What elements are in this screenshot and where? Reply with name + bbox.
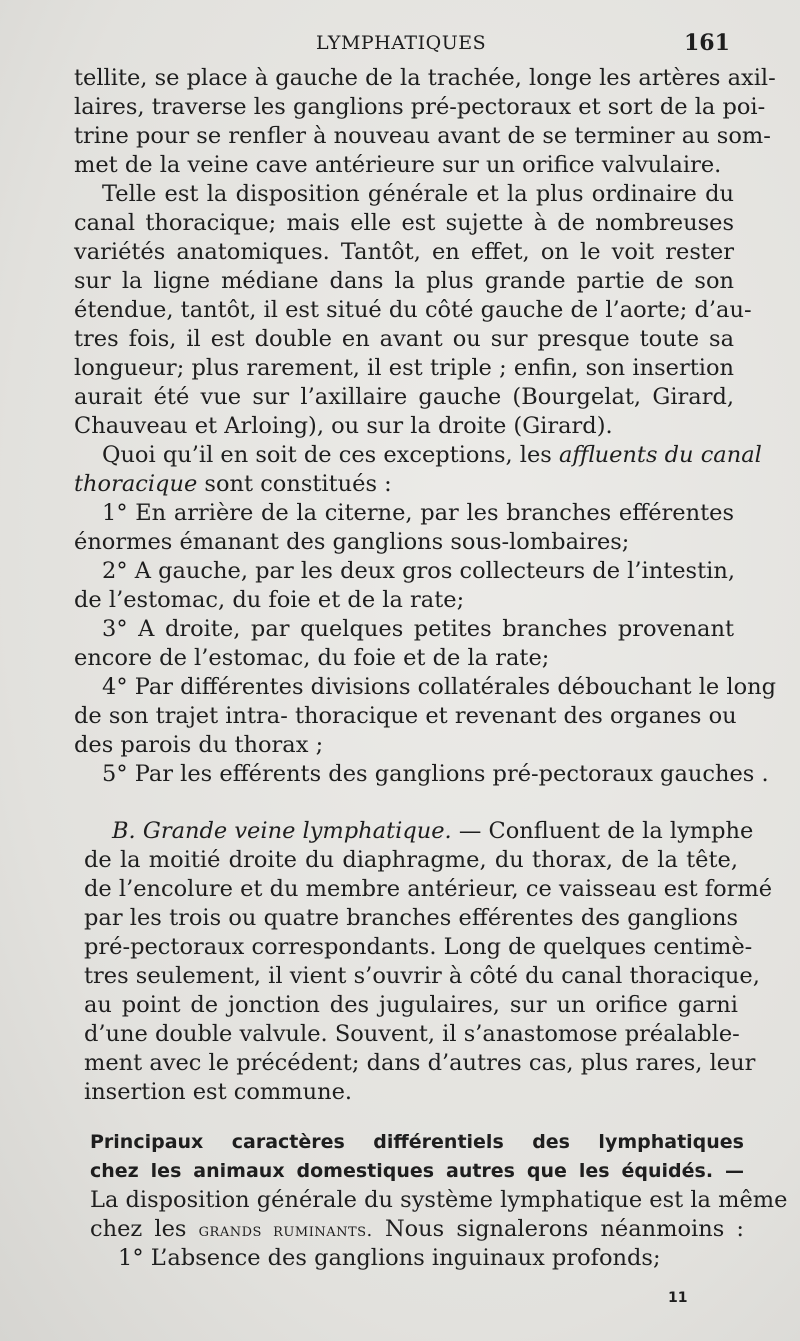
main-text xyxy=(74,64,777,789)
section-c xyxy=(90,1128,788,1273)
list-item: 5° Par les efférents des ganglions pré-pectoraux gauches . xyxy=(102,761,769,787)
section-heading-text: chez les animaux domestiques autres que les équidés. xyxy=(90,1160,714,1182)
list-item: 2° A gauche, par les deux gros collecteurs de l’intestin, xyxy=(102,558,735,584)
list-item: 1° L’absence des ganglions inguinaux profonds; xyxy=(118,1245,661,1271)
text-line: ment avec le précédent; dans d’autres cas, plus rares, leur xyxy=(84,1050,756,1076)
text-run: Quoi qu’il en soit de ces exceptions, les xyxy=(102,442,552,468)
italic-term: affluents du canal xyxy=(559,442,762,468)
page-header xyxy=(0,28,800,58)
text-line: pré-pectoraux correspondants. Long de quelques centimè- xyxy=(84,934,753,960)
section-b-title: Grande veine lymphatique. xyxy=(142,818,452,844)
text-line: Telle est la disposition générale et la plus ordinaire du xyxy=(102,181,734,207)
text-line: La disposition générale du système lymphatique est la même xyxy=(90,1187,788,1213)
running-title: LYMPHATIQUES xyxy=(316,32,487,54)
text-line: de son trajet intra- thoracique et revenant des organes ou xyxy=(74,703,737,729)
page-number: 161 xyxy=(684,30,730,56)
italic-term: thoracique xyxy=(74,471,198,497)
section-heading: Principaux caractères différentiels des lymphatiques xyxy=(90,1131,744,1153)
text-line: Chauveau et Arloing), ou sur la droite (Girard). xyxy=(74,413,613,439)
section-heading-dash: — xyxy=(725,1160,744,1182)
list-item: 4° Par différentes divisions collatérales débouchant le long xyxy=(102,674,777,700)
text-line: d’une double valvule. Souvent, il s’anastomose préalable- xyxy=(84,1021,740,1047)
small-caps-term: grands ruminants. xyxy=(198,1220,373,1241)
text-line: insertion est commune. xyxy=(84,1079,353,1105)
text-line: de l’encolure et du membre antérieur, ce vaisseau est formé xyxy=(84,876,773,902)
section-b-first-line xyxy=(84,817,754,846)
text-line: tellite, se place à gauche de la trachée, longe les artères axil- xyxy=(74,65,776,91)
text-line: des parois du thorax ; xyxy=(74,732,324,758)
text-line: variétés anatomiques. Tantôt, en effet, on le voit rester xyxy=(74,239,734,265)
list-item: 3° A droite, par quelques petites branches provenant xyxy=(102,616,734,642)
text-line: canal thoracique; mais elle est sujette à de nombreuses xyxy=(74,210,734,236)
text-line: énormes émanant des ganglions sous-lombaires; xyxy=(74,529,630,555)
text-line xyxy=(90,1215,744,1244)
text-line: trine pour se renfler à nouveau avant de se terminer au som- xyxy=(74,123,771,149)
text-line: de l’estomac, du foie et de la rate; xyxy=(74,587,465,613)
text-run: Nous signalerons néanmoins : xyxy=(384,1216,745,1242)
list-item: 1° En arrière de la citerne, par les branches efférentes xyxy=(102,500,734,526)
section-b xyxy=(84,817,773,1107)
text-line: tres fois, il est double en avant ou sur presque toute sa xyxy=(74,326,734,352)
text-line: par les trois ou quatre branches efférentes des ganglions xyxy=(84,905,738,931)
text-line: au point de jonction des jugulaires, sur un orifice garni xyxy=(84,992,738,1018)
printer-signature: 11 xyxy=(668,1290,688,1306)
text-run: sont constitués : xyxy=(204,471,392,497)
text-line: tres seulement, il vient s’ouvrir à côté du canal thoracique, xyxy=(84,963,760,989)
text-line: longueur; plus rarement, il est triple ; enfin, son insertion xyxy=(74,355,734,381)
text-line: encore de l’estomac, du foie et de la rate; xyxy=(74,645,550,671)
text-line xyxy=(74,441,762,470)
text-line xyxy=(74,470,734,499)
text-line: met de la veine cave antérieure sur un orifice valvulaire. xyxy=(74,152,722,178)
section-heading xyxy=(90,1157,744,1186)
section-b-label: B. xyxy=(112,818,136,844)
text-line: étendue, tantôt, il est situé du côté gauche de l’aorte; d’au- xyxy=(74,297,752,323)
text-line: laires, traverse les ganglions pré-pectoraux et sort de la poi- xyxy=(74,94,766,120)
text-line: aurait été vue sur l’axillaire gauche (Bourgelat, Girard, xyxy=(74,384,734,410)
text-run: chez les xyxy=(90,1216,187,1242)
text-run: — Confluent de la lymphe xyxy=(458,818,754,844)
text-line: de la moitié droite du diaphragme, du thorax, de la tête, xyxy=(84,847,738,873)
text-line: sur la ligne médiane dans la plus grande partie de son xyxy=(74,268,734,294)
